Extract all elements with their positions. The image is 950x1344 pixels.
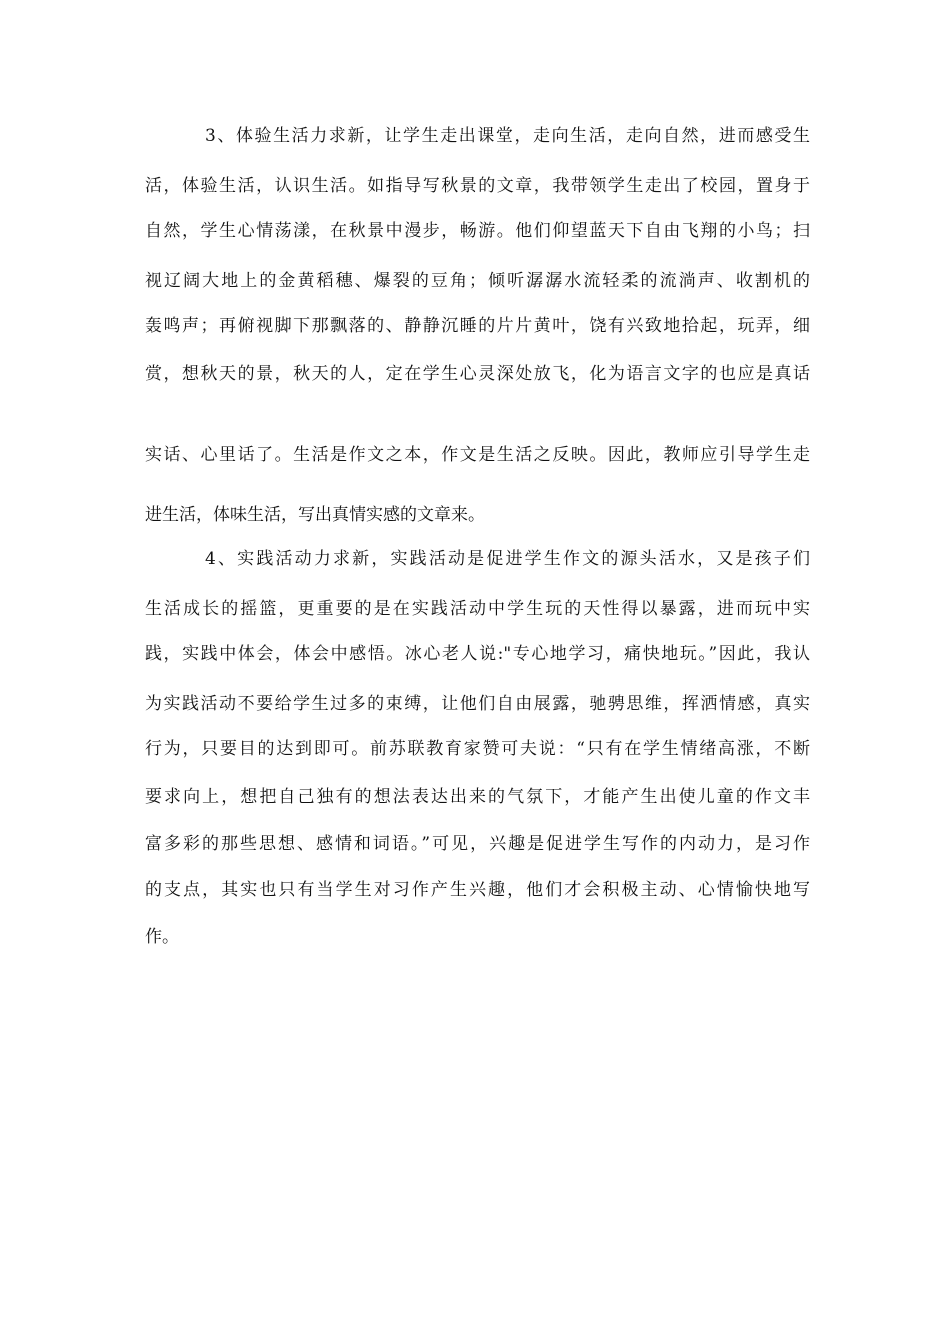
text-line: 行为，只要目的达到即可。前苏联教育家赞可夫说：“只有在学生情绪高涨，不断: [145, 739, 810, 759]
text-line: 的支点，其实也只有当学生对习作产生兴趣，他们才会积极主动、心情愉快地写: [145, 880, 810, 900]
text-line: 赏，想秋天的景，秋天的人，定在学生心灵深处放飞，化为语言文字的也应是真话: [145, 364, 810, 384]
text-line: 自然，学生心情荡漾，在秋景中漫步，畅游。他们仰望蓝天下自由飞翔的小鸟；扫: [145, 221, 810, 241]
text-line: 进生活，体味生活，写出真情实感的文章来。: [145, 505, 485, 525]
text-line: 3、体验生活力求新，让学生走出课堂，走向生活，走向自然，进而感受生: [205, 126, 810, 146]
text-line: 作。: [145, 927, 179, 947]
text-line: 生活成长的摇篮，更重要的是在实践活动中学生玩的天性得以暴露，进而玩中实: [145, 599, 810, 619]
text-line: 轰鸣声；再俯视脚下那飘落的、静静沉睡的片片黄叶，饶有兴致地拾起，玩弄，细: [145, 316, 810, 336]
text-line: 富多彩的那些思想、感情和词语。”可见，兴趣是促进学生写作的内动力，是习作: [145, 834, 810, 854]
text-line: 4、实践活动力求新，实践活动是促进学生作文的源头活水，又是孩子们: [205, 549, 810, 569]
text-line: 要求向上，想把自己独有的想法表达出来的气氛下，才能产生出使儿童的作文丰: [145, 787, 810, 807]
text-line: 践，实践中体会，体会中感悟。冰心老人说:"专心地学习，痛快地玩。”因此，我认: [145, 644, 810, 664]
text-line: 实话、心里话了。生活是作文之本，作文是生活之反映。因此，教师应引导学生走: [145, 445, 810, 465]
text-line: 视辽阔大地上的金黄稻穗、爆裂的豆角；倾听潺潺水流轻柔的流淌声、收割机的: [145, 271, 810, 291]
text-line: 为实践活动不要给学生过多的束缚，让他们自由展露，驰骋思维，挥洒情感，真实: [145, 694, 810, 714]
text-line: 活，体验生活，认识生活。如指导写秋景的文章，我带领学生走出了校园，置身于: [145, 176, 810, 196]
